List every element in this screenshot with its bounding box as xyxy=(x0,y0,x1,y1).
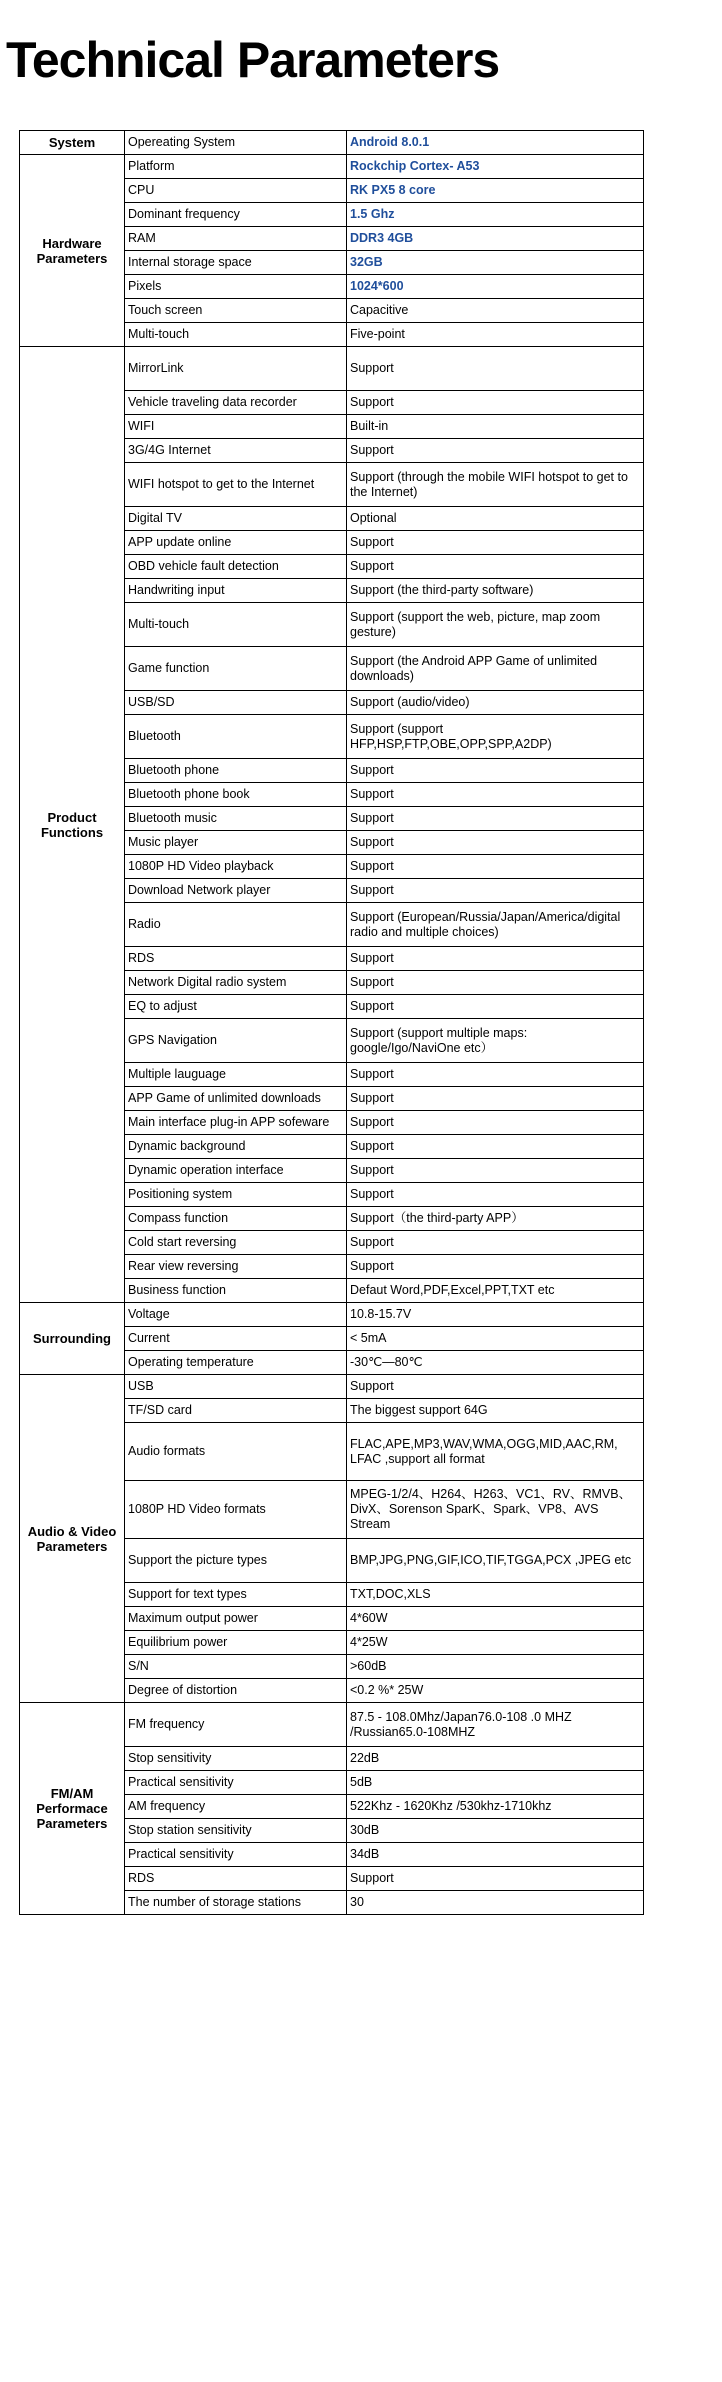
param-label: Download Network player xyxy=(125,879,347,903)
page-title: Technical Parameters xyxy=(6,32,500,88)
param-value: 10.8-15.7V xyxy=(347,1303,644,1327)
param-value: Android 8.0.1 xyxy=(347,131,644,155)
param-value: Support xyxy=(347,347,644,391)
param-label: Music player xyxy=(125,831,347,855)
param-value: Support xyxy=(347,531,644,555)
param-value: Support (through the mobile WIFI hotspot to get to the Internet) xyxy=(347,463,644,507)
param-value: Support xyxy=(347,947,644,971)
param-label: Rear view reversing xyxy=(125,1255,347,1279)
param-value: Support (support the web, picture, map zoom gesture) xyxy=(347,603,644,647)
param-label: OBD vehicle fault detection xyxy=(125,555,347,579)
param-value: Support xyxy=(347,995,644,1019)
param-label: Digital TV xyxy=(125,507,347,531)
param-value: Support xyxy=(347,1231,644,1255)
param-value: 5dB xyxy=(347,1771,644,1795)
param-label: Main interface plug-in APP sofeware xyxy=(125,1111,347,1135)
param-value: 87.5 - 108.0Mhz/Japan76.0-108 .0 MHZ /Russian65.0-108MHZ xyxy=(347,1703,644,1747)
param-value: Support xyxy=(347,1255,644,1279)
param-label: Support for text types xyxy=(125,1583,347,1607)
param-value: Optional xyxy=(347,507,644,531)
param-label: Audio formats xyxy=(125,1423,347,1481)
param-value: Support xyxy=(347,807,644,831)
param-label: Multiple lauguage xyxy=(125,1063,347,1087)
param-label: GPS Navigation xyxy=(125,1019,347,1063)
param-label: Multi-touch xyxy=(125,323,347,347)
param-value: Support xyxy=(347,1111,644,1135)
param-value: Support xyxy=(347,1867,644,1891)
param-label: Handwriting input xyxy=(125,579,347,603)
param-label: USB xyxy=(125,1375,347,1399)
param-value: Support xyxy=(347,1087,644,1111)
param-label: MirrorLink xyxy=(125,347,347,391)
param-label: Compass function xyxy=(125,1207,347,1231)
param-label: Business function xyxy=(125,1279,347,1303)
param-value: Support xyxy=(347,1183,644,1207)
category-cell: Audio & Video Parameters xyxy=(20,1375,125,1703)
param-value: 32GB xyxy=(347,251,644,275)
param-value: Support xyxy=(347,555,644,579)
param-value: 22dB xyxy=(347,1747,644,1771)
param-value: 522Khz - 1620Khz /530khz-1710khz xyxy=(347,1795,644,1819)
table-row xyxy=(20,347,644,391)
param-label: Bluetooth phone book xyxy=(125,783,347,807)
param-value: Support (the Android APP Game of unlimited downloads) xyxy=(347,647,644,691)
param-label: Stop station sensitivity xyxy=(125,1819,347,1843)
param-label: TF/SD card xyxy=(125,1399,347,1423)
param-value: TXT,DOC,XLS xyxy=(347,1583,644,1607)
param-label: Game function xyxy=(125,647,347,691)
param-label: FM frequency xyxy=(125,1703,347,1747)
param-value: 30dB xyxy=(347,1819,644,1843)
category-cell: FM/AM Performace Parameters xyxy=(20,1703,125,1915)
param-value: Support xyxy=(347,1063,644,1087)
param-label: WIFI xyxy=(125,415,347,439)
param-value: FLAC,APE,MP3,WAV,WMA,OGG,MID,AAC,RM, LFAC ,support all format xyxy=(347,1423,644,1481)
param-value: Support（the third-party APP） xyxy=(347,1207,644,1231)
param-value: 4*25W xyxy=(347,1631,644,1655)
table-row xyxy=(20,131,644,155)
param-value: -30℃—80℃ xyxy=(347,1351,644,1375)
param-label: Platform xyxy=(125,155,347,179)
param-value: Support xyxy=(347,1375,644,1399)
table-row xyxy=(20,155,644,179)
category-cell: Product Functions xyxy=(20,347,125,1303)
param-label: EQ to adjust xyxy=(125,995,347,1019)
param-value: BMP,JPG,PNG,GIF,ICO,TIF,TGGA,PCX ,JPEG etc xyxy=(347,1539,644,1583)
param-value: MPEG-1/2/4、H264、H263、VC1、RV、RMVB、DivX、Sorenson SparK、Spark、VP8、AVS Stream xyxy=(347,1481,644,1539)
param-value: Defaut Word,PDF,Excel,PPT,TXT etc xyxy=(347,1279,644,1303)
param-label: Internal storage space xyxy=(125,251,347,275)
param-value: 4*60W xyxy=(347,1607,644,1631)
param-label: Radio xyxy=(125,903,347,947)
param-label: Dynamic operation interface xyxy=(125,1159,347,1183)
param-label: Degree of distortion xyxy=(125,1679,347,1703)
param-value: Support xyxy=(347,759,644,783)
param-label: Current xyxy=(125,1327,347,1351)
param-label: Support the picture types xyxy=(125,1539,347,1583)
param-label: Voltage xyxy=(125,1303,347,1327)
param-value: Support xyxy=(347,439,644,463)
param-label: APP update online xyxy=(125,531,347,555)
param-label: Equilibrium power xyxy=(125,1631,347,1655)
table-row xyxy=(20,1703,644,1747)
category-cell: System xyxy=(20,131,125,155)
param-label: S/N xyxy=(125,1655,347,1679)
param-value: Support xyxy=(347,783,644,807)
param-value: The biggest support 64G xyxy=(347,1399,644,1423)
param-value: 1024*600 xyxy=(347,275,644,299)
param-label: Opereating System xyxy=(125,131,347,155)
spec-table xyxy=(19,130,644,1915)
param-label: Bluetooth phone xyxy=(125,759,347,783)
table-row xyxy=(20,1303,644,1327)
param-label: Touch screen xyxy=(125,299,347,323)
param-value: Support xyxy=(347,879,644,903)
param-label: Vehicle traveling data recorder xyxy=(125,391,347,415)
param-label: 3G/4G Internet xyxy=(125,439,347,463)
param-label: WIFI hotspot to get to the Internet xyxy=(125,463,347,507)
param-value: 34dB xyxy=(347,1843,644,1867)
param-label: Network Digital radio system xyxy=(125,971,347,995)
param-label: CPU xyxy=(125,179,347,203)
param-value: Capacitive xyxy=(347,299,644,323)
param-label: Bluetooth xyxy=(125,715,347,759)
param-label: Pixels xyxy=(125,275,347,299)
param-label: Positioning system xyxy=(125,1183,347,1207)
param-value: Support (support multiple maps: google/Igo/NaviOne etc） xyxy=(347,1019,644,1063)
table-row xyxy=(20,1375,644,1399)
param-value: Rockchip Cortex- A53 xyxy=(347,155,644,179)
param-value: Support xyxy=(347,971,644,995)
param-value: < 5mA xyxy=(347,1327,644,1351)
param-value: Support (audio/video) xyxy=(347,691,644,715)
param-label: RAM xyxy=(125,227,347,251)
param-label: USB/SD xyxy=(125,691,347,715)
param-label: 1080P HD Video formats xyxy=(125,1481,347,1539)
param-label: RDS xyxy=(125,947,347,971)
param-value: Support xyxy=(347,1159,644,1183)
param-label: Operating temperature xyxy=(125,1351,347,1375)
param-value: 1.5 Ghz xyxy=(347,203,644,227)
param-label: Maximum output power xyxy=(125,1607,347,1631)
param-value: Support xyxy=(347,855,644,879)
param-value: Support xyxy=(347,831,644,855)
param-label: APP Game of unlimited downloads xyxy=(125,1087,347,1111)
param-value: Five-point xyxy=(347,323,644,347)
param-value: DDR3 4GB xyxy=(347,227,644,251)
param-value: Built-in xyxy=(347,415,644,439)
param-label: Practical sensitivity xyxy=(125,1771,347,1795)
param-value: Support (support HFP,HSP,FTP,OBE,OPP,SPP,A2DP) xyxy=(347,715,644,759)
param-value: Support (the third-party software) xyxy=(347,579,644,603)
param-value: Support xyxy=(347,1135,644,1159)
param-label: 1080P HD Video playback xyxy=(125,855,347,879)
param-value: Support xyxy=(347,391,644,415)
param-label: Dynamic background xyxy=(125,1135,347,1159)
param-label: The number of storage stations xyxy=(125,1891,347,1915)
category-cell: Hardware Parameters xyxy=(20,155,125,347)
param-value: RK PX5 8 core xyxy=(347,179,644,203)
param-label: Multi-touch xyxy=(125,603,347,647)
param-label: Dominant frequency xyxy=(125,203,347,227)
param-label: RDS xyxy=(125,1867,347,1891)
param-value: 30 xyxy=(347,1891,644,1915)
spec-table-body xyxy=(20,131,644,1915)
param-label: AM frequency xyxy=(125,1795,347,1819)
category-cell: Surrounding xyxy=(20,1303,125,1375)
param-label: Stop sensitivity xyxy=(125,1747,347,1771)
param-label: Bluetooth music xyxy=(125,807,347,831)
param-value: >60dB xyxy=(347,1655,644,1679)
param-value: Support (European/Russia/Japan/America/digital radio and multiple choices) xyxy=(347,903,644,947)
param-label: Practical sensitivity xyxy=(125,1843,347,1867)
param-label: Cold start reversing xyxy=(125,1231,347,1255)
param-value: <0.2 %* 25W xyxy=(347,1679,644,1703)
